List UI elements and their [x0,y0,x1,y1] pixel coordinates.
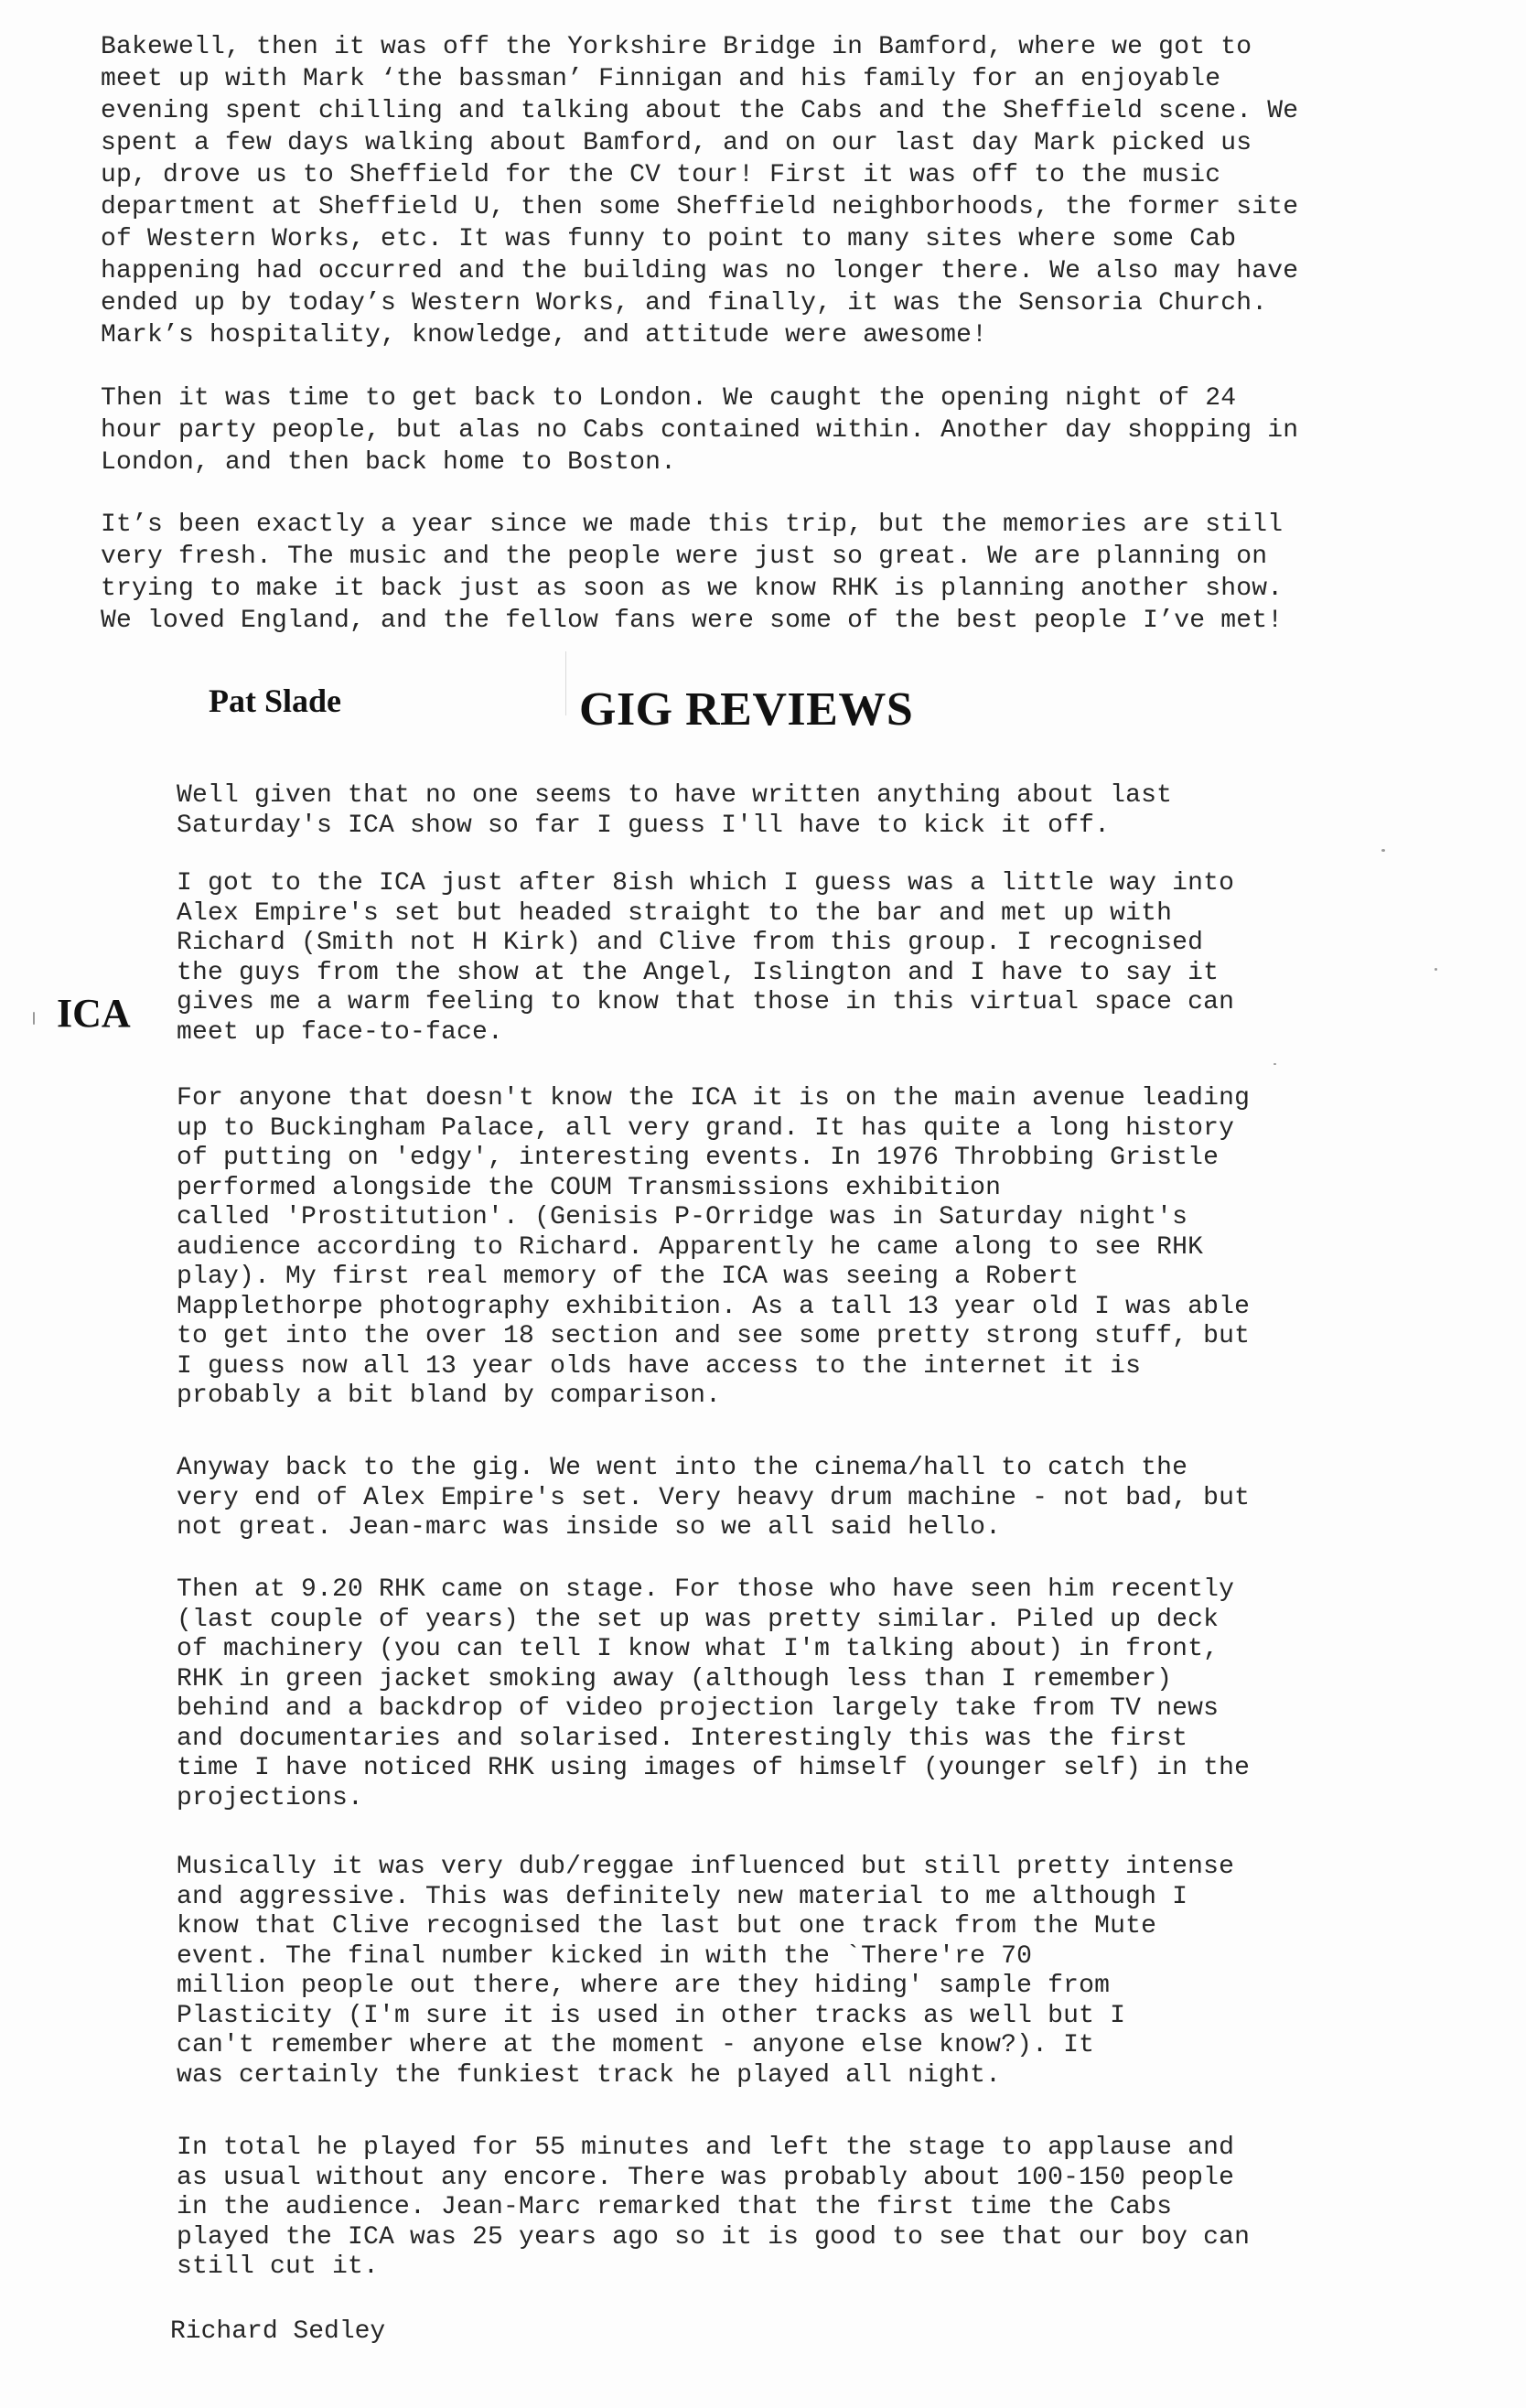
review-paragraph-2: I got to the ICA just after 8ish which I guess was a little way into Alex Empire's set but headed straight to the bar and met up with Richard (Smith not H Kirk) and Clive from this group. I recognised the guys from the show at the Angel, Islington and I have to say it gives me a warm feeling to know that those in this virtual space can meet up face-to-face. [177,869,1235,1047]
review-paragraph-7: In total he played for 55 minutes and left the stage to applause and as usual without any encore. There was probably about 100-150 people in the audience. Jean-Marc remarked that the first time the Cabs played the ICA was 25 years ago so it is good to see that our boy can still cut it. [177,2134,1251,2281]
intro-paragraph-3: It’s been exactly a year since we made this trip, but the memories are still very fresh. The music and the people were just so great. We are planning on trying to make it back just as soon as we know RHK is planning another show. We loved England, and the fellow fans were some of the best people I’ve met! [101,511,1284,635]
review-paragraph-3: For anyone that doesn't know the ICA it is on the main avenue leading up to Buckingham Palace, all very grand. It has quite a long history of putting on 'edgy', interesting events. In 1976 Throbbing Gristle performed alongside the COUM Transmissions exhibition called 'Prostitution'. (Genisis P-Orridge was in Saturday night's audience according to Richard. Apparently he came along to see RHK play). My first real memory of the ICA was seeing a Robert Mapplethorpe photography exhibition. As a tall 13 year old I was able to get into the over 18 section and see some pretty strong stuff, but I guess now all 13 year olds have access to the internet it is probably a bit bland by comparison. [177,1084,1251,1410]
scan-speck [33,1012,35,1025]
review-paragraph-5: Then at 9.20 RHK came on stage. For those who have seen him recently (last couple of years) the set up was pretty similar. Piled up deck of machinery (you can tell I know what I'm talking about) in front, RHK in green jacket smoking away (although less than I remember) behind and a backdrop of video projection largely take from TV news and documentaries and solarised. Interestingly this was the first time I have noticed RHK using images of himself (younger self) in the projections. [177,1575,1251,1812]
scan-speck [1273,1063,1276,1065]
scan-speck [1381,849,1385,852]
review-paragraph-1: Well given that no one seems to have written anything about last Saturday's ICA show so far I guess I'll have to kick it off. [177,781,1173,840]
section-title: GIG REVIEWS [579,683,914,736]
header-divider [565,651,566,715]
intro-paragraph-1: Bakewell, then it was off the Yorkshire Bridge in Bamford, where we got to meet up with Mark ‘the bassman’ Finnigan and his family for an enjoyable evening spent chilling and talking about the Cabs and the Sheffield scene. We spent a few days walking about Bamford, and on our last day Mark picked us up, drove us to Sheffield for the CV tour! First it was off to the music department at Sheffield U, then some Sheffield neighborhoods, the former site of Western Works, etc. It was funny to point to many sites where some Cab happening had occurred and the building was no longer there. We also may have ended up by today’s Western Works, and finally, it was the Sensoria Church. Mark’s hospitality, knowledge, and attitude were awesome! [101,33,1299,349]
venue-side-label: ICA [57,991,131,1036]
review-signature: Richard Sedley [170,2317,386,2346]
author-byline: Pat Slade [209,683,342,719]
scan-speck [1435,968,1437,971]
review-paragraph-4: Anyway back to the gig. We went into the cinema/hall to catch the very end of Alex Empire's set. Very heavy drum machine - not bad, but not great. Jean-marc was inside so we all said hello. [177,1454,1251,1542]
intro-paragraph-2: Then it was time to get back to London. We caught the opening night of 24 hour party people, but alas no Cabs contained within. Another day shopping in London, and then back home to Boston. [101,384,1299,477]
review-paragraph-6: Musically it was very dub/reggae influenced but still pretty intense and aggressive. This was definitely new material to me although I know that Clive recognised the last but one track from the Mute event. The final number kicked in with the `There're 70 million people out there, where are they hiding' sample from Plasticity (I'm sure it is used in other tracks as well but I can't remember where at the moment - anyone else know?). It was certainly the funkiest track he played all night. [177,1853,1235,2090]
